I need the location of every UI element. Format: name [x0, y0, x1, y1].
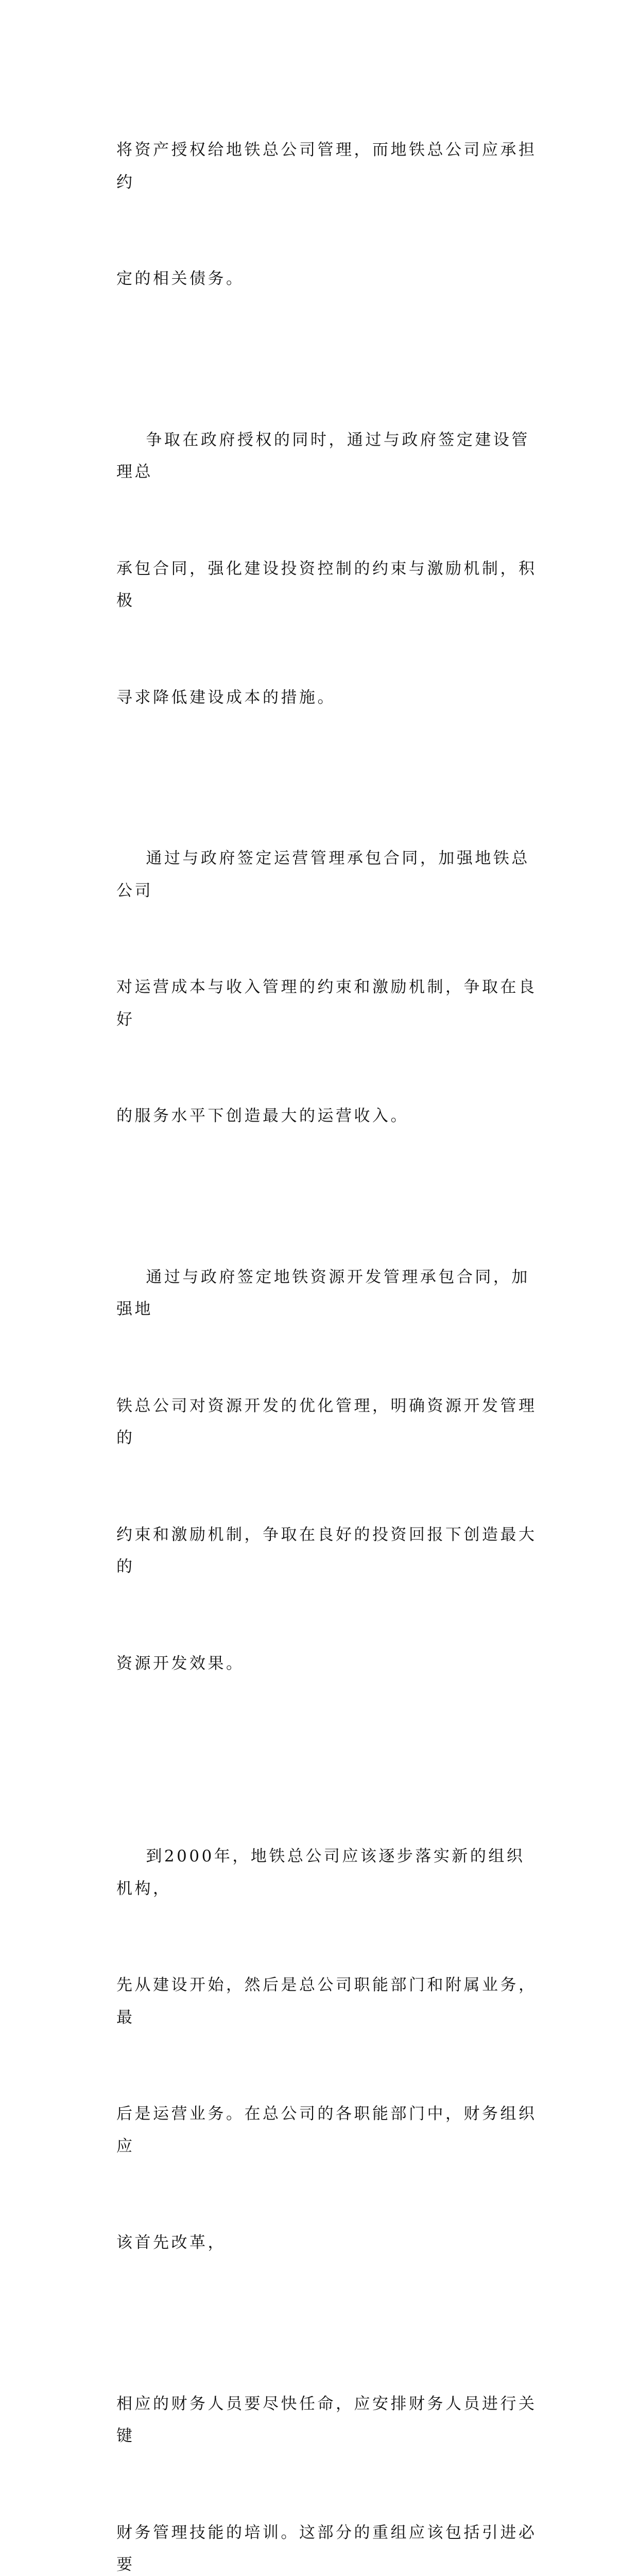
text-line: 后是运营业务。在总公司的各职能部门中，财务组织应 — [116, 2098, 539, 2162]
text-line: 资源开发效果。 — [116, 1648, 539, 1680]
paragraph-gap — [116, 1744, 539, 1776]
text-line: 相应的财务人员要尽快任命，应安排财务人员进行关键 — [116, 2388, 539, 2452]
body-text — [116, 70, 539, 2576]
document-page — [0, 0, 639, 904]
text-line: 铁总公司对资源开发的优化管理，明确资源开发管理的 — [116, 1390, 539, 1454]
text-line: 该首先改革， — [116, 2227, 539, 2259]
text-line: 寻求降低建设成本的措施。 — [116, 682, 539, 714]
paragraph-construction-contract — [116, 360, 539, 778]
text-line: 到2000年，地铁总公司应该逐步落实新的组织机构， — [116, 1840, 539, 1905]
paragraph-operation-contract — [116, 778, 539, 1197]
text-line: 将资产授权给地铁总公司管理，而地铁总公司应承担约 — [116, 134, 539, 198]
text-line: 承包合同，强化建设投资控制的约束与激励机制，积极 — [116, 553, 539, 617]
text-line: 先从建设开始，然后是总公司职能部门和附属业务，最 — [116, 1969, 539, 2033]
text-line: 通过与政府签定地铁资源开发管理承包合同，加强地 — [116, 1261, 539, 1326]
text-line: 定的相关债务。 — [116, 263, 539, 295]
text-line: 约束和激励机制，争取在良好的投资回报下创造最大的 — [116, 1519, 539, 1583]
text-line: 通过与政府签定运营管理承包合同，加强地铁总公司 — [116, 842, 539, 907]
paragraph-organization-2000 — [116, 1776, 539, 2324]
text-line: 争取在政府授权的同时，通过与政府签定建设管理总 — [116, 424, 539, 488]
text-line: 对运营成本与收入管理的约束和激励机制，争取在良好 — [116, 971, 539, 1036]
text-line: 的服务水平下创造最大的运营收入。 — [116, 1100, 539, 1132]
paragraph-resource-contract — [116, 1197, 539, 1744]
paragraph-asset-authorization — [116, 70, 539, 360]
paragraph-finance-staff — [116, 2324, 539, 2576]
text-line: 财务管理技能的培训。这部分的重组应该包括引进必要 — [116, 2517, 539, 2576]
